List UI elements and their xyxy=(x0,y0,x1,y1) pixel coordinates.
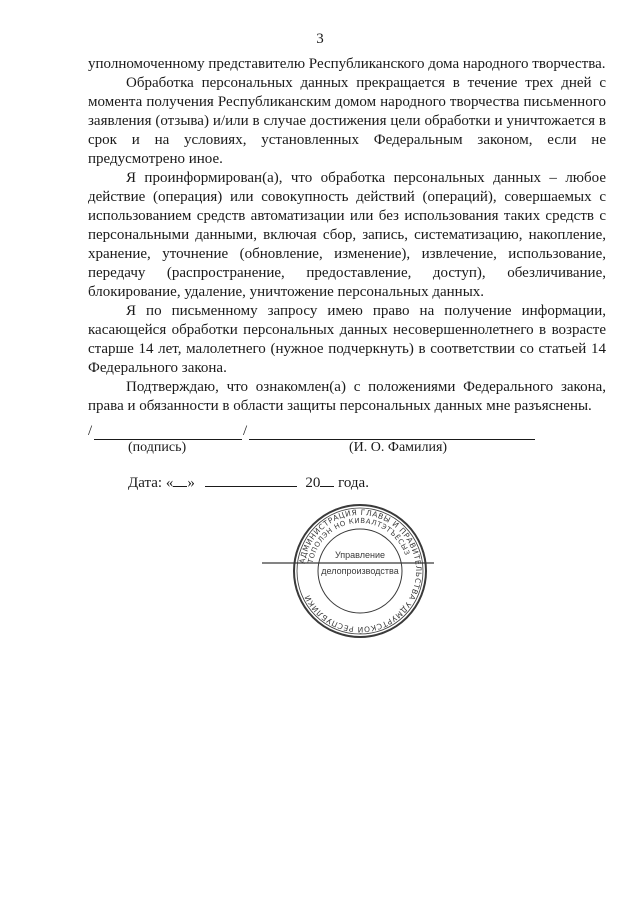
full-name-caption: (И. О. Фамилия) xyxy=(349,440,448,455)
paragraph-request-right: Я по письменному запросу имею право на получение информации, касающейся обработки персональных данных несовершеннолетнего в возрасте старше 14 лет, малолетнего (нужное подчеркнуть) в соответствии со статьей 14 Федерального закона. xyxy=(88,303,606,376)
stamp-line-1: Управление xyxy=(334,550,386,560)
date-quote-close: » xyxy=(187,475,195,491)
date-day-field[interactable] xyxy=(173,472,187,487)
signature-caption: (подпись) xyxy=(128,440,187,455)
paragraph-continuation: уполномоченному представителю Республиканского дома народного творчества. xyxy=(88,56,606,72)
date-line xyxy=(128,472,369,492)
date-label: Дата: « xyxy=(128,475,174,491)
official-stamp xyxy=(262,496,434,646)
page-number: 3 xyxy=(316,31,324,47)
paragraph-informed: Я проинформирован(а), что обработка персональных данных – любое действие (операция) или совокупность действий (операций), совершаемых с использованием средств автоматизации или без использования таких средств с персональными данными, включая сбор, запись, систематизацию, накопление, хранение, уточнение (обновление, изменение), извлечение, использование, передачу (распространение, предоставление, доступ), обезличивание, блокирование, удаление, уничтожение персональных данных. xyxy=(88,170,606,300)
paragraph-confirmation: Подтверждаю, что ознакомлен(а) с положениями Федерального закона, права и обязанности в области защиты персональных данных мне разъяснены. xyxy=(88,379,606,414)
stamp-seal-icon xyxy=(262,496,434,646)
date-year-field[interactable] xyxy=(320,472,334,487)
signature-slash-right: / xyxy=(243,423,248,439)
stamp-top-text: ТОПОЛЭН НО КИВАЛТЭТЪЁСЫЗ xyxy=(306,516,412,564)
date-suffix: года. xyxy=(334,475,369,491)
signature-slash-left: / xyxy=(88,423,93,439)
date-month-field[interactable] xyxy=(205,472,297,487)
document-body xyxy=(88,55,606,416)
paragraph-termination: Обработка персональных данных прекращается в течение трех дней с момента получения Республиканским домом народного творчества письменного заявления (отзыва) и/или в случае достижения цели обработки и уничтожается в срок и на условиях, установленных Федеральным законом, если не предусмотрено иное. xyxy=(88,75,606,167)
stamp-outer-text: АДМИНИСТРАЦИЯ ГЛАВЫ И ПРАВИТЕЛЬСТВА УДМУРТСКОЙ РЕСПУБЛИКИ xyxy=(297,507,424,635)
stamp-line-2: делопроизводства xyxy=(321,566,399,576)
date-year-prefix: 20 xyxy=(305,475,321,491)
